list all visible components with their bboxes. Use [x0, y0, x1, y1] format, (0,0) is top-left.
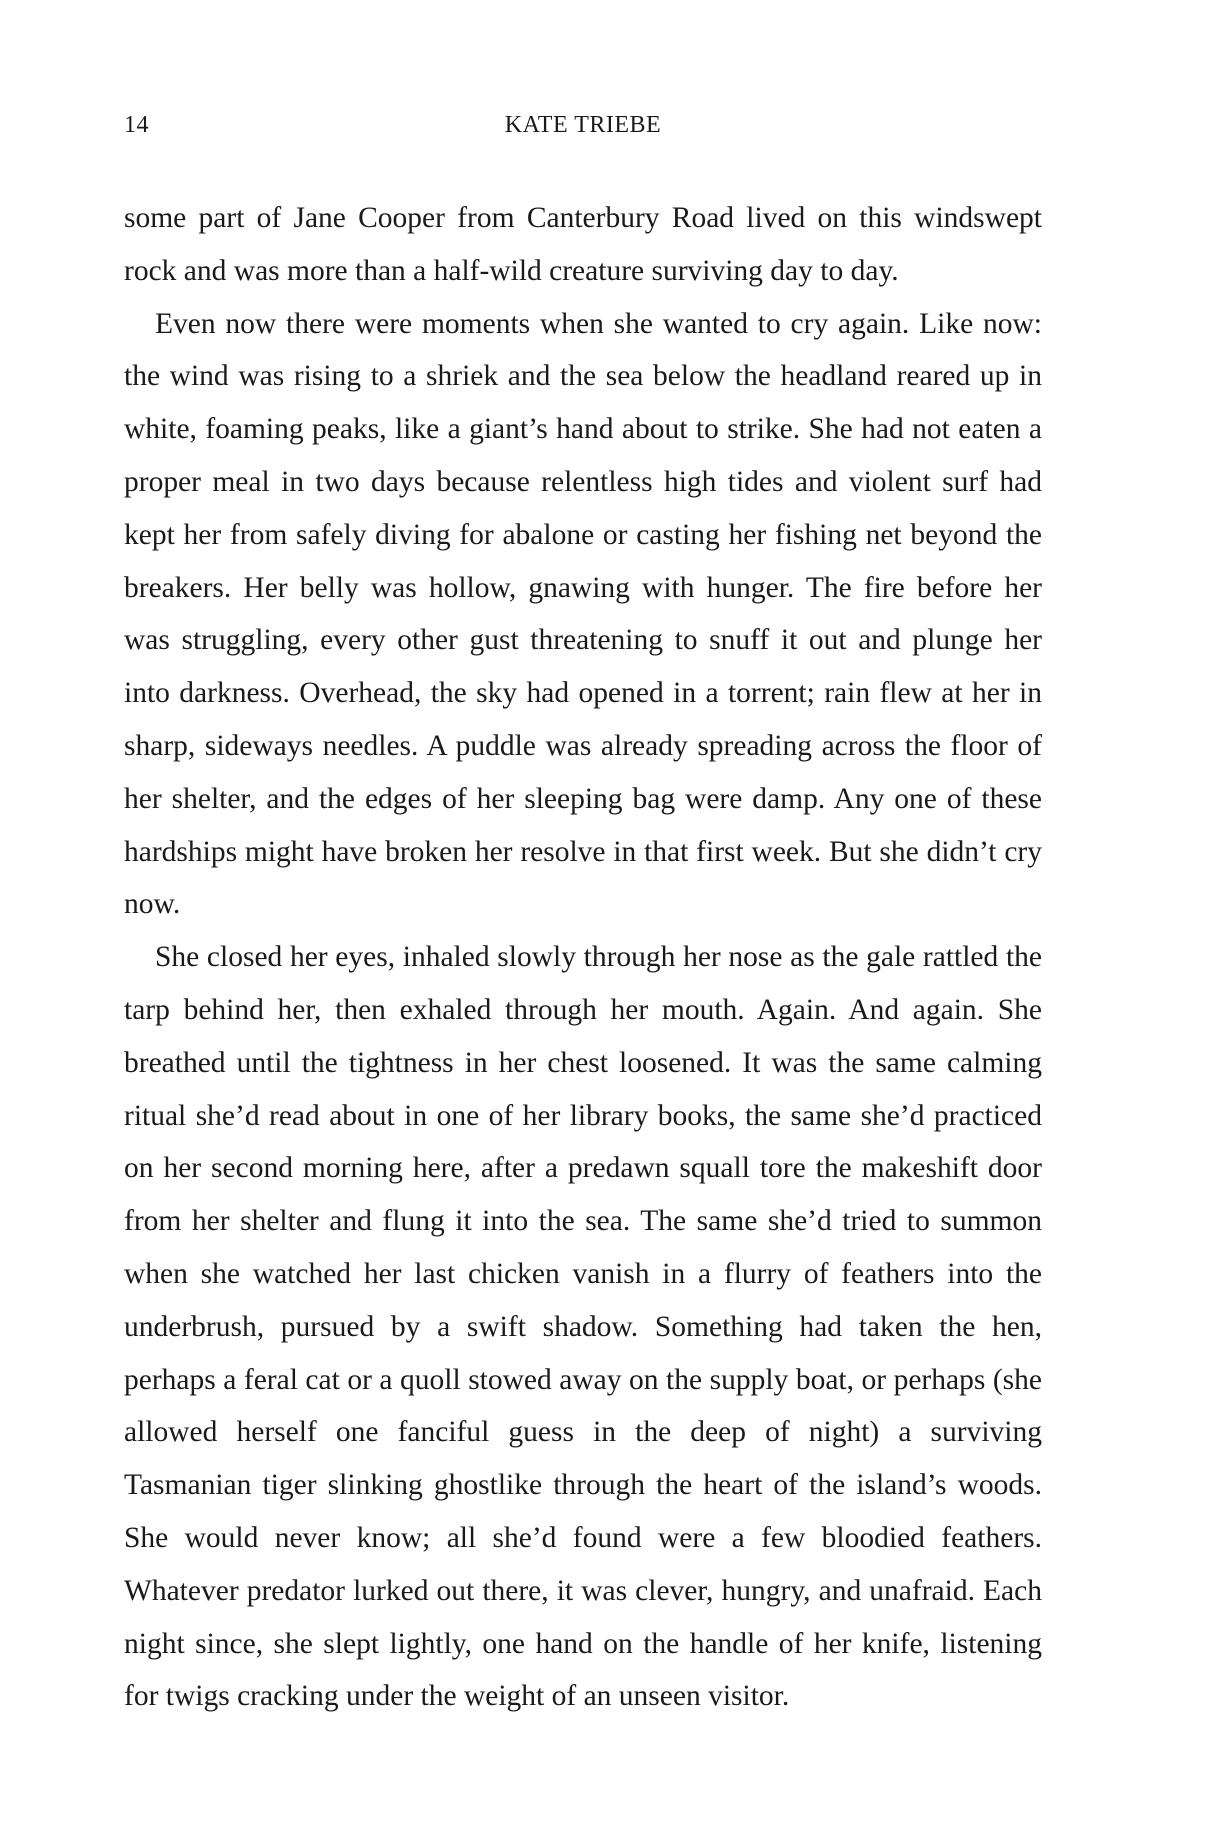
running-head: [124, 112, 1042, 152]
body-text: [124, 192, 1042, 1723]
paragraph: Even now there were moments when she wanted to cry again. Like now: the wind was rising to a shriek and the sea below the headland reared up in white, foaming peaks, like a giant’s hand about to strike. She had not eaten a proper meal in two days because relentless high tides and violent surf had kept her from safely diving for abalone or casting her fishing net beyond the breakers. Her belly was hollow, gnawing with hunger. The fire before her was struggling, every other gust threatening to snuff it out and plunge her into darkness. Overhead, the sky had opened in a torrent; rain flew at her in sharp, sideways needles. A puddle was already spreading across the floor of her shelter, and the edges of her sleeping bag were damp. Any one of these hardships might have broken her resolve in that first week. But she didn’t cry now.: [124, 307, 1042, 921]
paragraph: She closed her eyes, inhaled slowly through her nose as the gale rattled the tarp behind her, then exhaled through her mouth. Again. And again. She breathed until the tightness in her chest loosened. It was the same calming ritual she’d read about in one of her library books, the same she’d practiced on her second morning here, after a predawn squall tore the makeshift door from her shelter and flung it into the sea. The same she’d tried to summon when she watched her last chicken vanish in a flurry of feathers into the underbrush, pursued by a swift shadow. Something had taken the hen, perhaps a feral cat or a quoll stowed away on the supply boat, or perhaps (she allowed herself one fanciful guess in the deep of night) a surviving Tasmanian tiger slinking ghostlike through the heart of the island’s woods. She would never know; all she’d found were a few bloodied feathers. Whatever predator lurked out there, it was clever, hungry, and unafraid. Each night since, she slept lightly, one hand on the handle of her knife, listening for twigs cracking under the weight of an unseen visitor.: [124, 941, 1042, 1713]
paragraph-continued: some part of Jane Cooper from Canterbury Road lived on this windswept rock and was more than a half-wild creature surviving day to day.: [124, 202, 1042, 287]
page-number: 14: [124, 112, 149, 138]
running-head-author: KATE TRIEBE: [504, 112, 662, 138]
